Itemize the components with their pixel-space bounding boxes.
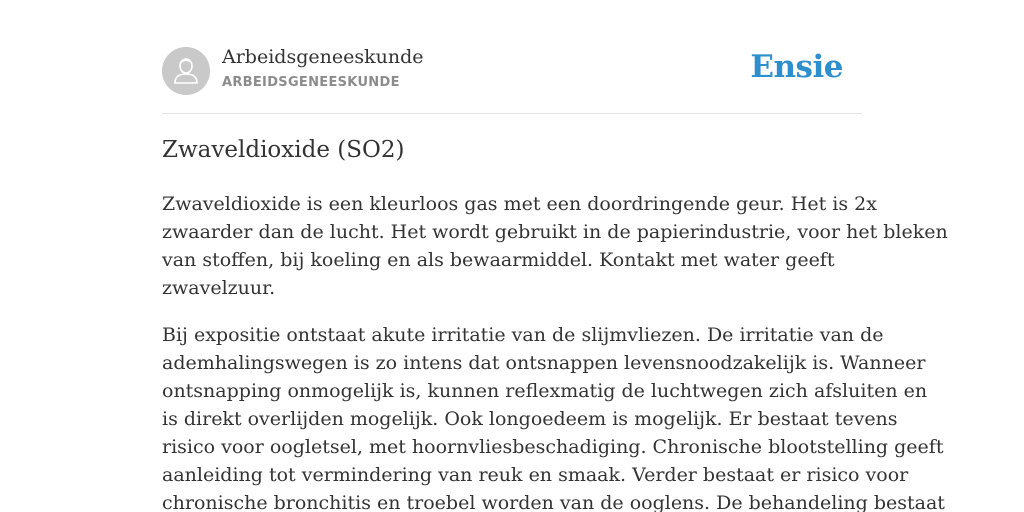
paragraph-line: is direkt overlijden mogelijk. Ook longoedeem is mogelijk. Er bestaat tevens	[162, 408, 898, 430]
paragraph-line: zwaarder dan de lucht. Het wordt gebruikt in de papierindustrie, voor het bleken	[162, 221, 948, 243]
paragraph-line: Zwaveldioxide is een kleurloos gas met een doordringende geur. Het is 2x	[162, 193, 877, 215]
author-category[interactable]: ARBEIDSGENEESKUNDE	[222, 75, 400, 90]
ensie-logo[interactable]: Ensie	[750, 49, 843, 85]
author-name[interactable]: Arbeidsgeneeskunde	[222, 46, 424, 68]
paragraph-line: aanleiding tot vermindering van reuk en smaak. Verder bestaat er risico voor	[162, 464, 909, 486]
page-title: Zwaveldioxide (SO2)	[162, 137, 405, 163]
paragraph-line: ontsnapping onmogelijk is, kunnen reflexmatig de luchtwegen zich afsluiten en	[162, 380, 928, 402]
paragraph-line: ademhalingswegen is zo intens dat ontsnappen levensnoodzakelijk is. Wanneer	[162, 352, 926, 374]
header	[162, 0, 862, 114]
paragraph-line: van stoffen, bij koeling en als bewaarmiddel. Kontakt met water geeft	[162, 249, 835, 271]
paragraph-line: Bij expositie ontstaat akute irritatie van de slijmvliezen. De irritatie van de	[162, 324, 884, 346]
page-container	[162, 0, 948, 512]
article-paragraph-2	[162, 321, 945, 512]
user-icon	[162, 47, 210, 95]
article-paragraph-1	[162, 190, 948, 302]
paragraph-line: zwavelzuur.	[162, 277, 276, 299]
paragraph-line: chronische bronchitis en troebel worden van de ooglens. De behandeling bestaat	[162, 492, 945, 512]
avatar[interactable]	[162, 47, 210, 95]
paragraph-line: risico voor oogletsel, met hoornvliesbeschadiging. Chronische blootstelling geeft	[162, 436, 944, 458]
